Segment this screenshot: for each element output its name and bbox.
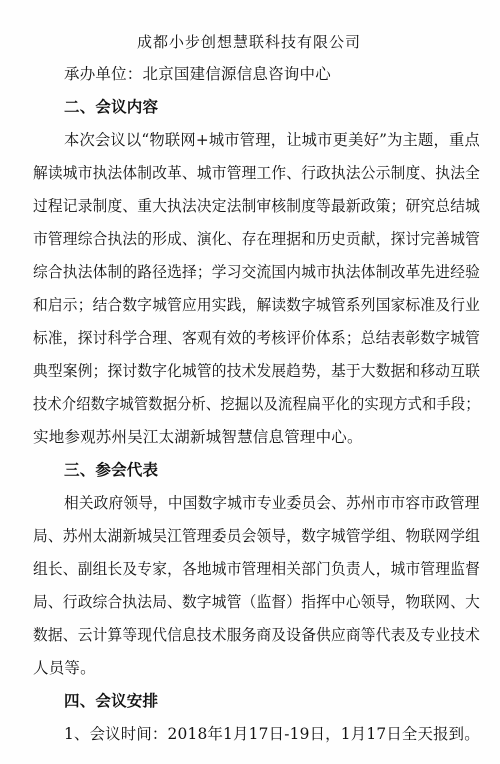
paragraph-line: 本次会议以“物联网+城市管理，让城市更美好”为主题，重点 xyxy=(64,131,480,149)
paragraph-line: 人员等。 xyxy=(33,659,96,677)
paragraph-line: 局、苏州太湖新城吴江管理委员会领导，数字城管学组、物联网学组 xyxy=(33,527,481,545)
schedule-item: 1、会议时间：2018年1月17日-19日，1月17日全天报到。 xyxy=(64,725,480,743)
paragraph-line: 相关政府领导，中国数字城市专业委员会、苏州市市容市政管理 xyxy=(64,494,480,512)
company-name: 成都小步创想慧联科技有限公司 xyxy=(137,33,362,51)
paragraph-line: 数据、云计算等现代信息技术服务商及设备供应商等代表及专业技术 xyxy=(33,626,481,644)
organizer-line: 承办单位：北京国建信源信息咨询中心 xyxy=(64,65,331,83)
paragraph-line: 典型案例；探讨数字化城管的技术发展趋势，基于大数据和移动互联 xyxy=(33,362,481,380)
paragraph-line: 市管理综合执法的形成、演化、存在理据和历史贡献，探讨完善城管 xyxy=(33,230,481,248)
paragraph-line: 过程记录制度、重大执法决定法制审核制度等最新政策；研究总结城 xyxy=(33,197,481,215)
section-heading-attendees: 三、参会代表 xyxy=(64,460,159,479)
paragraph-line: 标准，探讨科学合理、客观有效的考核评价体系；总结表彰数字城管 xyxy=(33,329,481,347)
paragraph-line: 解读城市执法体制改革、城市管理工作、行政执法公示制度、执法全 xyxy=(33,164,481,182)
paragraph-line: 综合执法体制的路径选择；学习交流国内城市执法体制改革先进经验 xyxy=(33,263,481,281)
paragraph-line: 实地参观苏州吴江太湖新城智慧信息管理中心。 xyxy=(33,428,363,446)
paragraph-line: 局、行政综合执法局、数字城管（监督）指挥中心领导，物联网、大 xyxy=(33,593,481,611)
paragraph-line: 组长、副组长及专家，各地城市管理相关部门负责人，城市管理监督 xyxy=(33,560,481,578)
paragraph-line: 和启示；结合数字城管应用实践，解读数字城管系列国家标准及行业 xyxy=(33,296,481,314)
paragraph-line: 技术介绍数字城管数据分析、挖掘以及流程扁平化的实现方式和手段； xyxy=(33,395,480,413)
section-heading-schedule: 四、会议安排 xyxy=(64,691,159,710)
section-heading-content: 二、会议内容 xyxy=(64,97,159,116)
